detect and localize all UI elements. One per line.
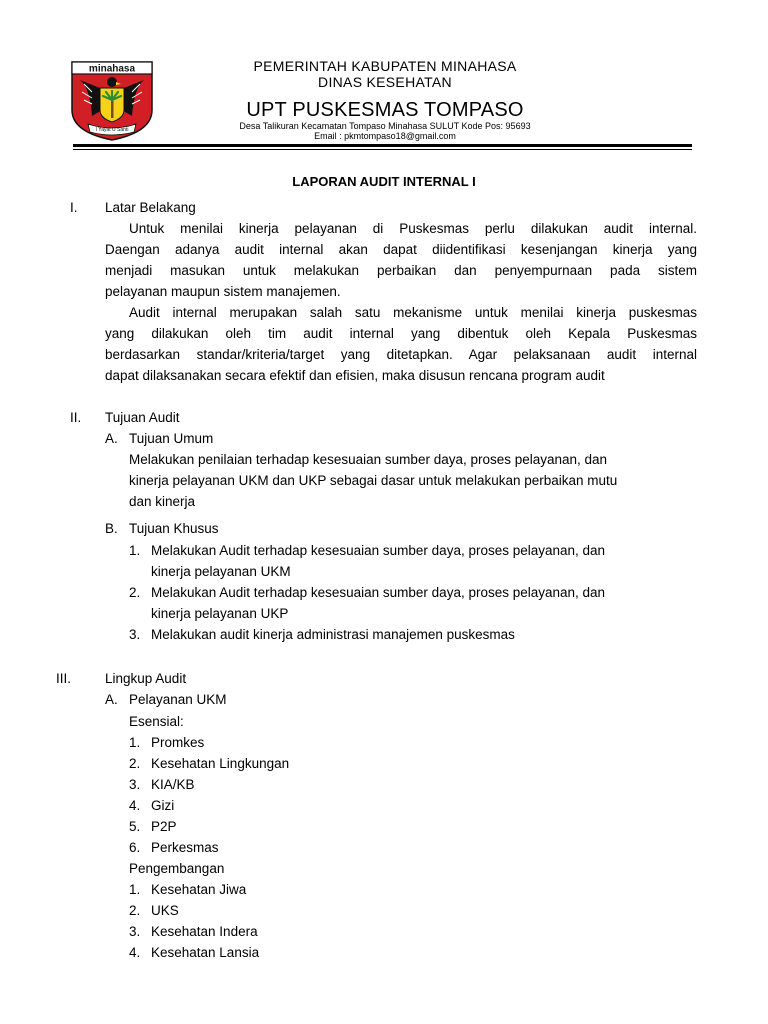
list-item-number: 2. — [129, 756, 141, 771]
paragraph-line: dan kinerja — [129, 494, 196, 509]
list-item-number: 6. — [129, 840, 141, 855]
paragraph-line: Daengan adanya audit internal akan dapat diidentifikasi kesenjangan kinerja yang — [105, 242, 697, 257]
paragraph-line: Audit internal merupakan salah satu mekanisme untuk menilai kinerja puskesmas — [129, 305, 697, 320]
paragraph-line: dapat dilaksanakan secara efektif dan efisien, maka disusun rencana program audit — [105, 368, 605, 383]
document-title: LAPORAN AUDIT INTERNAL I — [292, 174, 476, 189]
subsection-letter: B. — [105, 521, 118, 536]
list-item-number: 4. — [129, 798, 141, 813]
subsection-heading: Pelayanan UKM — [129, 692, 227, 707]
list-item: P2P — [151, 819, 177, 834]
paragraph-line: Untuk menilai kinerja pelayanan di Puskesmas perlu dilakukan audit internal. — [129, 221, 697, 236]
section-number: II. — [70, 410, 82, 425]
header-government: PEMERINTAH KABUPATEN MINAHASA — [253, 58, 517, 74]
section-heading: Lingkup Audit — [105, 671, 187, 686]
list-label: Esensial: — [129, 714, 184, 729]
subsection-letter: A. — [105, 431, 118, 446]
list-item: Melakukan Audit terhadap kesesuaian sumber daya, proses pelayanan, dan — [151, 543, 606, 558]
list-item-number: 1. — [129, 882, 141, 897]
paragraph-line: berdasarkan standar/kriteria/target yang ditetapkan. Agar pelaksanaan audit internal — [105, 347, 697, 362]
minahasa-logo — [70, 58, 154, 142]
section-heading: Latar Belakang — [105, 200, 196, 215]
list-item: Perkesmas — [151, 840, 219, 855]
list-item-number: 3. — [129, 777, 141, 792]
logo-title-text: minahasa — [88, 63, 136, 75]
list-item-number: 4. — [129, 945, 141, 960]
list-item-number: 5. — [129, 819, 141, 834]
section-number: I. — [70, 200, 78, 215]
list-item-number: 1. — [129, 543, 141, 558]
subsection-heading: Tujuan Umum — [129, 431, 214, 446]
paragraph-line: yang dilakukan oleh tim audit internal yang dibentuk oleh Kepala Puskesmas — [105, 326, 697, 341]
paragraph-line: kinerja pelayanan UKM dan UKP sebagai dasar untuk melakukan perbaikan mutu — [129, 473, 618, 488]
list-item-number: 2. — [129, 903, 141, 918]
paragraph-line: menjadi masukan untuk melakukan perbaikan dan penyempurnaan pada sistem — [105, 263, 697, 278]
list-item: kinerja pelayanan UKP — [151, 606, 289, 621]
logo-motto-text: I Yayat U Santi — [95, 127, 129, 133]
header-email: Email : pkmtompaso18@gmail.com — [314, 131, 456, 141]
header-organization: UPT PUSKESMAS TOMPASO — [246, 99, 524, 121]
header-address: Desa Talikuran Kecamatan Tompaso Minahasa SULUT Kode Pos: 95693 — [239, 121, 531, 131]
list-item-number: 3. — [129, 924, 141, 939]
list-item: Melakukan audit kinerja administrasi manajemen puskesmas — [151, 627, 515, 642]
list-item-number: 1. — [129, 735, 141, 750]
list-item: Kesehatan Lingkungan — [151, 756, 290, 771]
list-label: Pengembangan — [129, 861, 225, 876]
section-number: III. — [56, 671, 72, 686]
list-item: Kesehatan Indera — [151, 924, 258, 939]
list-item: Kesehatan Jiwa — [151, 882, 247, 897]
list-item: Gizi — [151, 798, 175, 813]
list-item: UKS — [151, 903, 179, 918]
list-item: kinerja pelayanan UKM — [151, 564, 291, 579]
header-department: DINAS KESEHATAN — [318, 74, 452, 90]
header-divider-thick — [73, 144, 692, 147]
list-item-number: 2. — [129, 585, 141, 600]
paragraph-line: pelayanan maupun sistem manajemen. — [105, 284, 341, 299]
list-item-number: 3. — [129, 627, 141, 642]
section-heading: Tujuan Audit — [105, 410, 180, 425]
list-item: Kesehatan Lansia — [151, 945, 260, 960]
header-divider-thin — [73, 149, 692, 150]
subsection-heading: Tujuan Khusus — [129, 521, 219, 536]
subsection-letter: A. — [105, 692, 118, 707]
list-item: Promkes — [151, 735, 205, 750]
paragraph-line: Melakukan penilaian terhadap kesesuaian sumber daya, proses pelayanan, dan — [129, 452, 608, 467]
list-item: KIA/KB — [151, 777, 195, 792]
list-item: Melakukan Audit terhadap kesesuaian sumber daya, proses pelayanan, dan — [151, 585, 606, 600]
